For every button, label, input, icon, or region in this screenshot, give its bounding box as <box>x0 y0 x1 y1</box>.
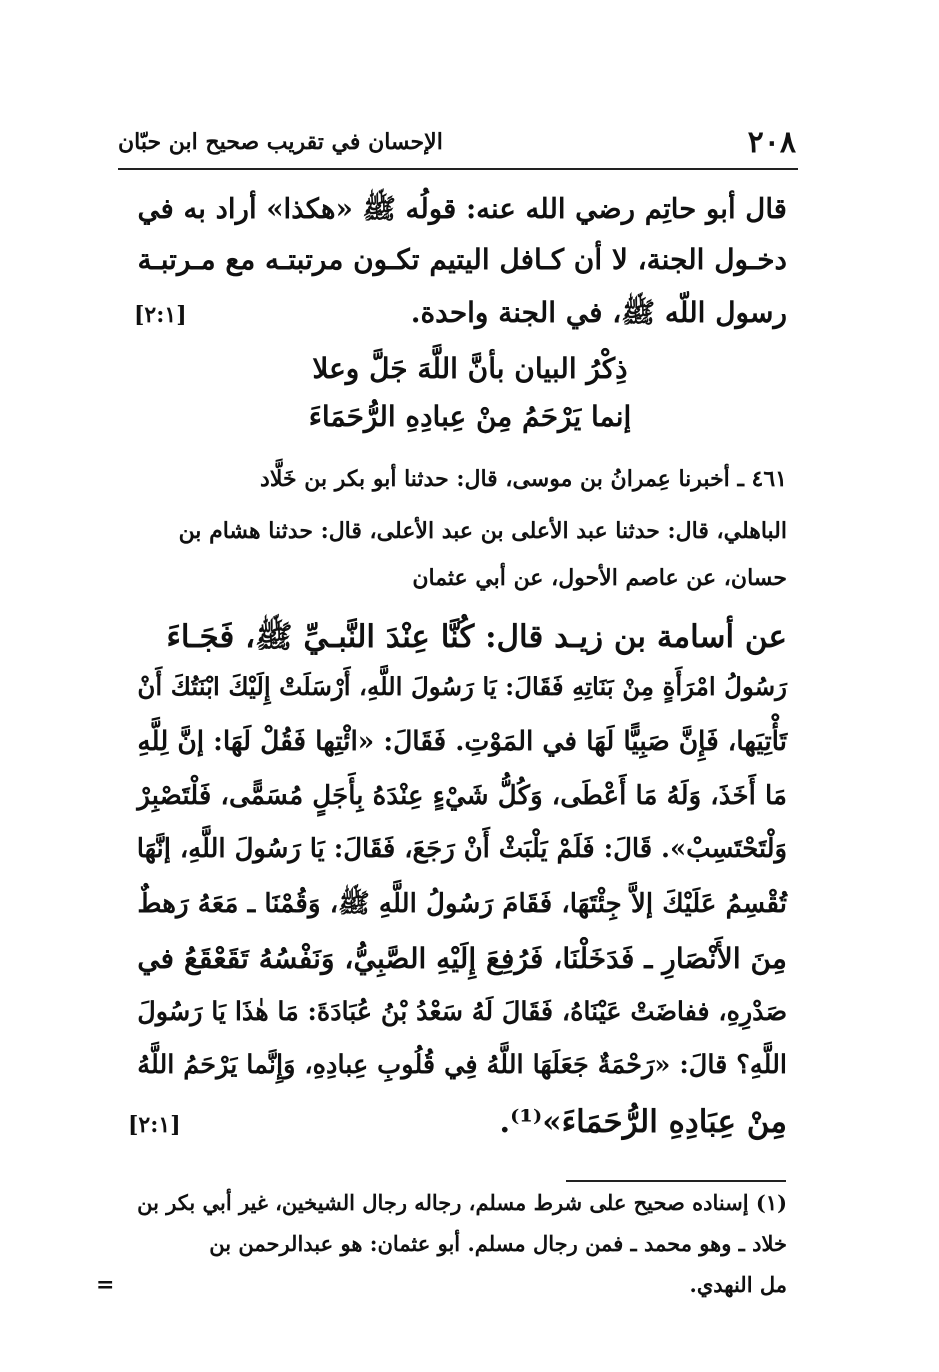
reference-mark: [٢:١] <box>134 302 187 328</box>
page-number: ٢٠٨ <box>747 124 796 160</box>
matn-line: صَدْرِهِ، ففاضَتْ عَيْنَاهُ، فَقَالَ لَهُ سَعْدُ بْنُ عُبَادَةَ: مَا هٰذَا يَا رَسُولَ <box>137 996 787 1026</box>
matn-line: تُقْسِمُ عَلَيْكَ إلاَّ جِئْتَهَا، فَقَامَ رَسُولُ اللَّهِ ﷺ، وَقُمْنَا ـ مَعَهُ رَهطٌ <box>137 888 787 919</box>
matn-line: مِنَ الأَنْصَارِ ـ فَدَخَلْنَا، فَرُفِعَ إِلَيْهِ الصَّبِيُّ، وَنَفْسُهُ تَقَعْقَعُ في <box>137 942 787 975</box>
isnad-line: الباهلي، قال: حدثنا عبد الأعلى بن عبد الأعلى، قال: حدثنا هشام بن <box>178 518 787 544</box>
isnad-line: ٤٦١ ـ أخبرنا عِمرانُ بن موسى، قال: حدثنا أبو بكر بن خَلَّاد <box>260 466 787 492</box>
book-title: الإحسان في تقريب صحيح ابن حبّان <box>118 129 443 155</box>
matn-line: رَسُولُ امْرَأَةٍ مِنْ بَنَاتِهِ فَقَالَ: يَا رَسُولَ اللَّهِ، أَرْسَلَتْ إِلَيْكَ ابْنَتُكَ أَنْ <box>137 672 787 701</box>
heading-line: ذِكْرُ البيان بأنَّ اللَّهَ جَلَّ وعلا <box>312 352 628 385</box>
matn-line: عن أسامة بن زيـد قال: كُنَّا عِنْدَ النَّبـيِّ ﷺ، فَجَـاءَ <box>166 619 787 655</box>
isnad-line: حسان، عن عاصم الأحول، عن أبي عثمان <box>412 565 787 591</box>
matn-line: مَا أَخَذَ، وَلَهُ مَا أَعْطَى، وَكُلُّ شَيْءٍ عِنْدَهُ بِأَجَلٍ مُسَمًّى، فَلْتَصْبِرْ <box>137 780 787 811</box>
header-rule <box>118 168 798 170</box>
text-line: دخـول الجنة، لا أن كـافل اليتيم تكـون مرتبتـه مع مـرتبـة <box>137 243 787 276</box>
footnote-rule <box>566 1180 786 1182</box>
matn-line: مِنْ عِبَادِهِ الرُّحَمَاءَ»⁽¹⁾. <box>499 1104 787 1140</box>
matn-line: وَلْتَحْتَسِبْ». قَالَ: فَلَمْ يَلْبَثْ أَنْ رَجَعَ، فَقَالَ: يَا رَسُولَ اللَّهِ، إنَّهَا <box>136 834 787 864</box>
footnote-line: خلاد ـ وهو محمد ـ فمن رجال مسلم. أبو عثمان: هو عبدالرحمن بن <box>209 1231 787 1256</box>
continuation-mark: = <box>96 1272 115 1298</box>
heading-line: إنما يَرْحَمُ مِنْ عِبادِهِ الرُّحَمَاءَ <box>308 400 632 433</box>
reference-mark: [٢:١] <box>128 1112 181 1138</box>
running-header <box>118 118 796 166</box>
text-line: رسول اللّه ﷺ، في الجنة واحدة. <box>410 296 787 329</box>
text-line: قال أبو حاتِم رضي الله عنه: قولُه ﷺ «هكذا» أراد به في <box>137 192 787 225</box>
matn-line: اللَّهِ؟ قالَ: «رَحْمَةٌ جَعَلَهَا اللَّهُ فِي قُلُوبِ عِبادِهِ، وَإِنَّما يَرْحَمُ اللَّهُ <box>137 1050 787 1080</box>
footnote-line: (١) إسناده صحيح على شرط مسلم، رجاله رجال الشيخين، غير أبي بكر بن <box>137 1190 787 1215</box>
footnote-line: مل النهدي. <box>689 1272 787 1297</box>
matn-line: تَأْتِيَها، فَإِنَّ صَبِيًّا لَهَا في المَوْتِ. فَقَالَ: «ائْتِها فَقُلْ لَهَا: إنَّ لِلَّهِ <box>137 726 787 757</box>
